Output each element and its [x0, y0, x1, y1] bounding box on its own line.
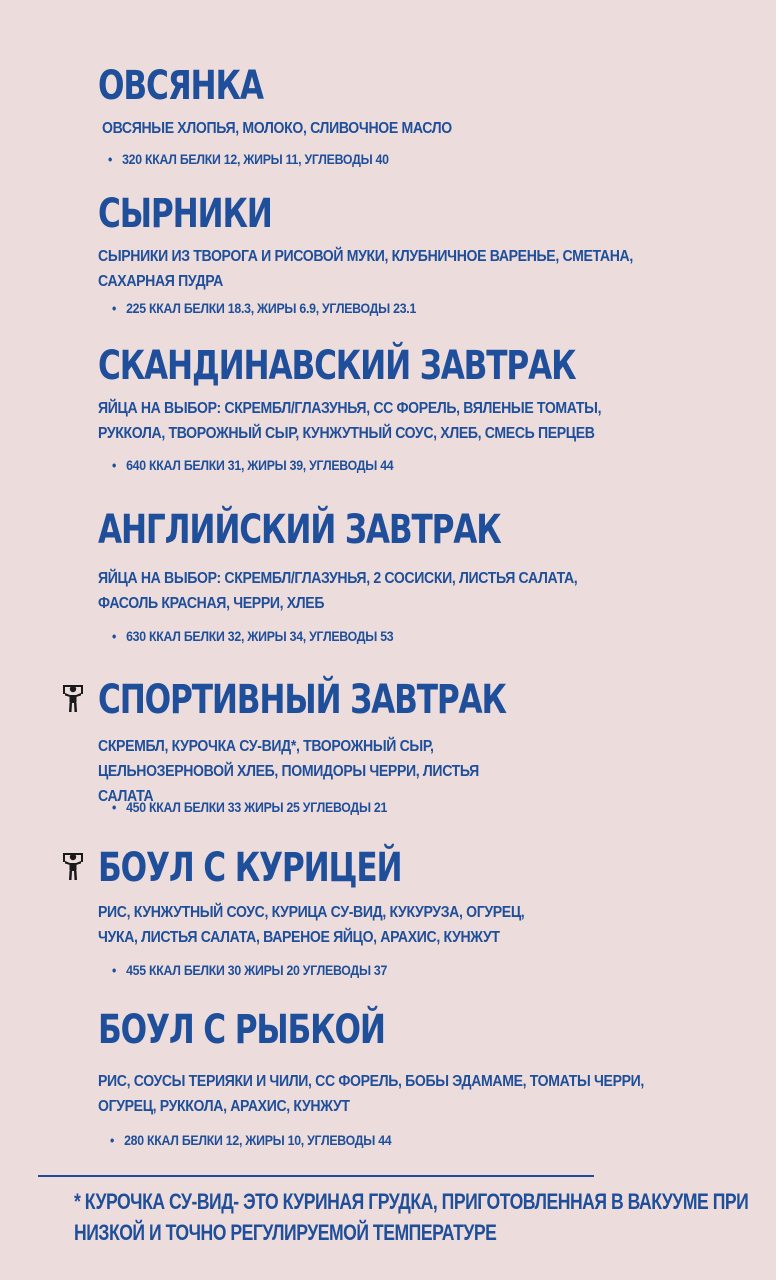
menu-item-fish-bowl [98, 1007, 738, 1115]
item-title: СЫРНИКИ [98, 191, 272, 237]
weightlifter-icon [62, 684, 84, 714]
item-description: ОВСЯНЫЕ ХЛОПЬЯ, МОЛОКО, СЛИВОЧНОЕ МАСЛО [102, 120, 452, 137]
menu-item-syrniki [98, 191, 738, 290]
item-description: ЯЙЦА НА ВЫБОР: СКРЕМБЛ/ГЛАЗУНЬЯ, СС ФОРЕЛЬ, ВЯЛЕНЫЕ ТОМАТЫ, РУККОЛА, ТВОРОЖНЫЙ СЫР, КУНЖУТНЫЙ СОУС, ХЛЕБ, СМЕСЬ ПЕРЦЕВ [98, 400, 602, 442]
item-nutrition: • 640 ККАЛ БЕЛКИ 31, ЖИРЫ 39, УГЛЕВОДЫ 44 [112, 456, 393, 474]
item-title: АНГЛИЙСКИЙ ЗАВТРАК [98, 507, 501, 553]
weightlifter-icon [62, 852, 84, 882]
item-title: БОУЛ С КУРИЦЕЙ [98, 845, 402, 891]
item-title: БОУЛ С РЫБКОЙ [98, 1007, 385, 1053]
menu-item-english [98, 507, 738, 612]
footnote: * КУРОЧКА СУ-ВИД- ЭТО КУРИНАЯ ГРУДКА, ПРИГОТОВЛЕННАЯ В ВАКУУМЕ ПРИ НИЗКОЙ И ТОЧНО РЕГУЛИРУЕМОЙ ТЕМПЕРАТУРЕ [74, 1189, 749, 1245]
item-nutrition: • 280 ККАЛ БЕЛКИ 12, ЖИРЫ 10, УГЛЕВОДЫ 44 [110, 1131, 391, 1149]
item-description: РИС, КУНЖУТНЫЙ СОУС, КУРИЦА СУ-ВИД, КУКУРУЗА, ОГУРЕЦ, ЧУКА, ЛИСТЬЯ САЛАТА, ВАРЕНОЕ ЯЙЦО, АРАХИС, КУНЖУТ [98, 904, 525, 946]
item-nutrition: • 455 ККАЛ БЕЛКИ 30 ЖИРЫ 20 УГЛЕВОДЫ 37 [112, 961, 387, 979]
item-title: ОВСЯНКА [98, 63, 263, 109]
menu-item-sport-breakfast [98, 677, 738, 805]
item-nutrition: • 320 ККАЛ БЕЛКИ 12, ЖИРЫ 11, УГЛЕВОДЫ 40 [108, 150, 389, 168]
footnote-divider [38, 1175, 594, 1177]
menu-item-scandinavian [98, 343, 738, 442]
item-title: СПОРТИВНЫЙ ЗАВТРАК [98, 677, 506, 723]
item-nutrition: • 630 ККАЛ БЕЛКИ 32, ЖИРЫ 34, УГЛЕВОДЫ 53 [112, 627, 393, 645]
item-nutrition: • 225 ККАЛ БЕЛКИ 18.3, ЖИРЫ 6.9, УГЛЕВОДЫ 23.1 [112, 299, 416, 317]
item-title: СКАНДИНАВСКИЙ ЗАВТРАК [98, 343, 576, 389]
menu-item-chicken-bowl [98, 845, 738, 946]
item-description: СКРЕМБЛ, КУРОЧКА СУ-ВИД*, ТВОРОЖНЫЙ СЫР, ЦЕЛЬНОЗЕРНОВОЙ ХЛЕБ, ПОМИДОРЫ ЧЕРРИ, ЛИСТЬЯ САЛАТА [98, 738, 479, 805]
item-description: РИС, СОУСЫ ТЕРИЯКИ И ЧИЛИ, СС ФОРЕЛЬ, БОБЫ ЭДАМАМЕ, ТОМАТЫ ЧЕРРИ, ОГУРЕЦ, РУККОЛА, АРАХИС, КУНЖУТ [98, 1073, 644, 1115]
item-nutrition: • 450 ККАЛ БЕЛКИ 33 ЖИРЫ 25 УГЛЕВОДЫ 21 [112, 798, 387, 816]
menu-item-oatmeal [98, 63, 738, 137]
item-description: ЯЙЦА НА ВЫБОР: СКРЕМБЛ/ГЛАЗУНЬЯ, 2 СОСИСКИ, ЛИСТЬЯ САЛАТА, ФАСОЛЬ КРАСНАЯ, ЧЕРРИ, ХЛЕБ [98, 570, 578, 612]
item-description: СЫРНИКИ ИЗ ТВОРОГА И РИСОВОЙ МУКИ, КЛУБНИЧНОЕ ВАРЕНЬЕ, СМЕТАНА, САХАРНАЯ ПУДРА [98, 248, 633, 290]
